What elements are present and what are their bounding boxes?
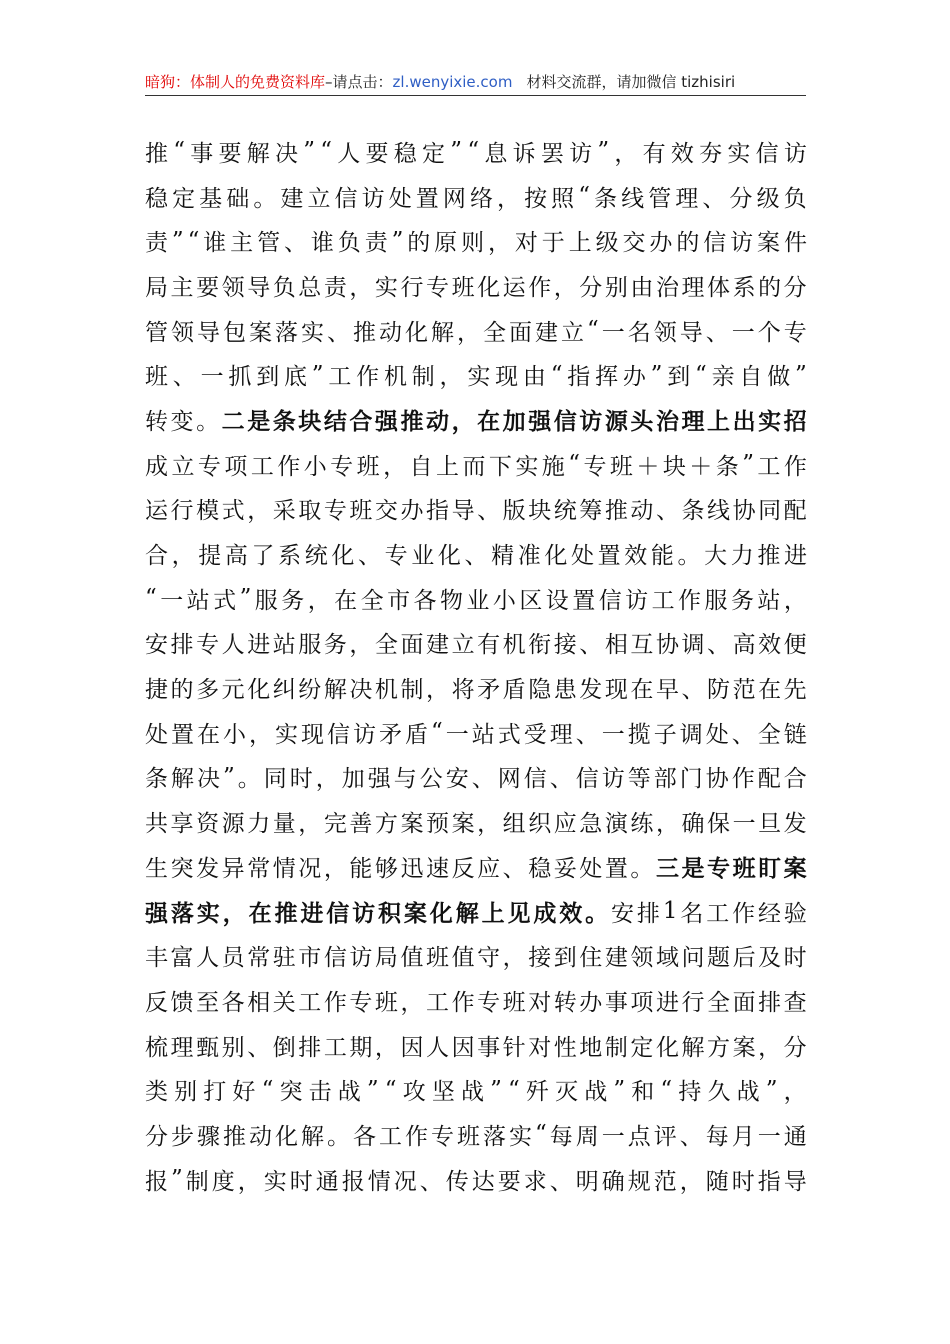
text-line: 转 变 。 二 是 条 块 结 合 强 推 动 ， 在 加 强 信 访 源 头 治 理 上 出 实 招 bbox=[145, 407, 807, 435]
header-url-link[interactable]: zl.wenyixie.com bbox=[392, 73, 513, 91]
text-line: 成 立 专 项 工 作 小 专 班 ， 自 上 而 下 实 施 “ 专 班 ＋ 块 ＋ 条 ” 工 作 bbox=[145, 451, 807, 480]
text-line: 稳 定 基 础 。 建 立 信 访 处 置 网 络 ， 按 照 “ 条 线 管 理 、 分 级 负 bbox=[145, 183, 807, 212]
text-line: 共 享 资 源 力 量 ， 完 善 方 案 预 案 ， 组 织 应 急 演 练 ， 确 保 一 旦 发 bbox=[145, 811, 807, 838]
header-click-label: –请点击： bbox=[325, 73, 393, 91]
text-line: 推 “ 事 要 解 决 ” “ 人 要 稳 定 ” “ 息 诉 罢 访 ” ， 有 效 夯 实 信 访 bbox=[145, 138, 807, 167]
text-line: 安 排 专 人 进 站 服 务 ， 全 面 建 立 有 机 衔 接 、 相 互 协 调 、 高 效 便 bbox=[145, 632, 807, 659]
text-line: 条 解 决 ” 。 同 时 ， 加 强 与 公 安 、 网 信 、 信 访 等 部 门 协 作 配 合 bbox=[145, 763, 807, 793]
text-line: 班 、 一 抓 到 底 ” 工 作 机 制 ， 实 现 由 “ 指 挥 办 ” 到 “ 亲 自 做 ” bbox=[145, 361, 807, 391]
text-line: 报 ” 制 度 ， 实 时 通 报 情 况 、 传 达 要 求 、 明 确 规 范 ， 随 时 指 导 bbox=[145, 1166, 807, 1195]
text-line: 类 别 打 好 “ 突 击 战 ” “ 攻 坚 战 ” “ 歼 灭 战 ” 和 “ 持 久 战 ” ， bbox=[145, 1076, 807, 1106]
text-line: 生 突 发 异 常 情 况 ， 能 够 迅 速 反 应 、 稳 妥 处 置 。 三 是 专 班 盯 案 bbox=[145, 854, 807, 882]
text-line: 强 落 实 ， 在 推 进 信 访 积 案 化 解 上 见 成 效 。 安 排 1 名 工 作 经 验 bbox=[145, 898, 807, 927]
body-paragraph bbox=[145, 129, 807, 1202]
text-line: 局 主 要 领 导 负 总 责 ， 实 行 专 班 化 运 作 ， 分 别 由 治 理 体 系 的 分 bbox=[145, 274, 807, 301]
text-line: 运 行 模 式 ， 采 取 专 班 交 办 指 导 、 版 块 统 筹 推 动 、 条 线 协 同 配 bbox=[145, 498, 807, 525]
text-line: 责 ” “ 谁 主 管 、 谁 负 责 ” 的 原 则 ， 对 于 上 级 交 办 的 信 访 案 件 bbox=[145, 227, 807, 257]
header-brand: 暗狗：体制人的免费资料库 bbox=[145, 73, 326, 91]
text-line: 合 ， 提 高 了 系 统 化 、 专 业 化 、 精 准 化 处 置 效 能 。 大 力 推 进 bbox=[145, 543, 807, 570]
text-line: 梳 理 甄 别 、 倒 排 工 期 ， 因 人 因 事 针 对 性 地 制 定 化 解 方 案 ， 分 bbox=[145, 1034, 807, 1061]
text-line: 管 领 导 包 案 落 实 、 推 动 化 解 ， 全 面 建 立 “ 一 名 领 导 、 一 个 专 bbox=[145, 317, 807, 346]
page-header bbox=[145, 68, 805, 96]
text-line: 处 置 在 小 ， 实 现 信 访 矛 盾 “ 一 站 式 受 理 、 一 揽 子 调 处 、 全 链 bbox=[145, 719, 807, 748]
header-divider bbox=[145, 95, 806, 96]
text-line: 丰 富 人 员 常 驻 市 信 访 局 值 班 值 守 ， 接 到 住 建 领 域 问 题 后 及 时 bbox=[145, 945, 807, 972]
text-line: 分 步 骤 推 动 化 解 。 各 工 作 专 班 落 实 “ 每 周 一 点 评 、 每 月 一 通 bbox=[145, 1121, 807, 1150]
header-wechat-note: 材料交流群，请加微信 tizhisiri bbox=[526, 73, 736, 91]
text-line: “ 一 站 式 ” 服 务 ， 在 全 市 各 物 业 小 区 设 置 信 访 工 作 服 务 站 ， bbox=[145, 585, 807, 614]
text-line: 捷 的 多 元 化 纠 纷 解 决 机 制 ， 将 矛 盾 隐 患 发 现 在 早 、 防 范 在 先 bbox=[145, 677, 807, 704]
text-line: 反 馈 至 各 相 关 工 作 专 班 ， 工 作 专 班 对 转 办 事 项 进 行 全 面 排 查 bbox=[145, 989, 807, 1016]
